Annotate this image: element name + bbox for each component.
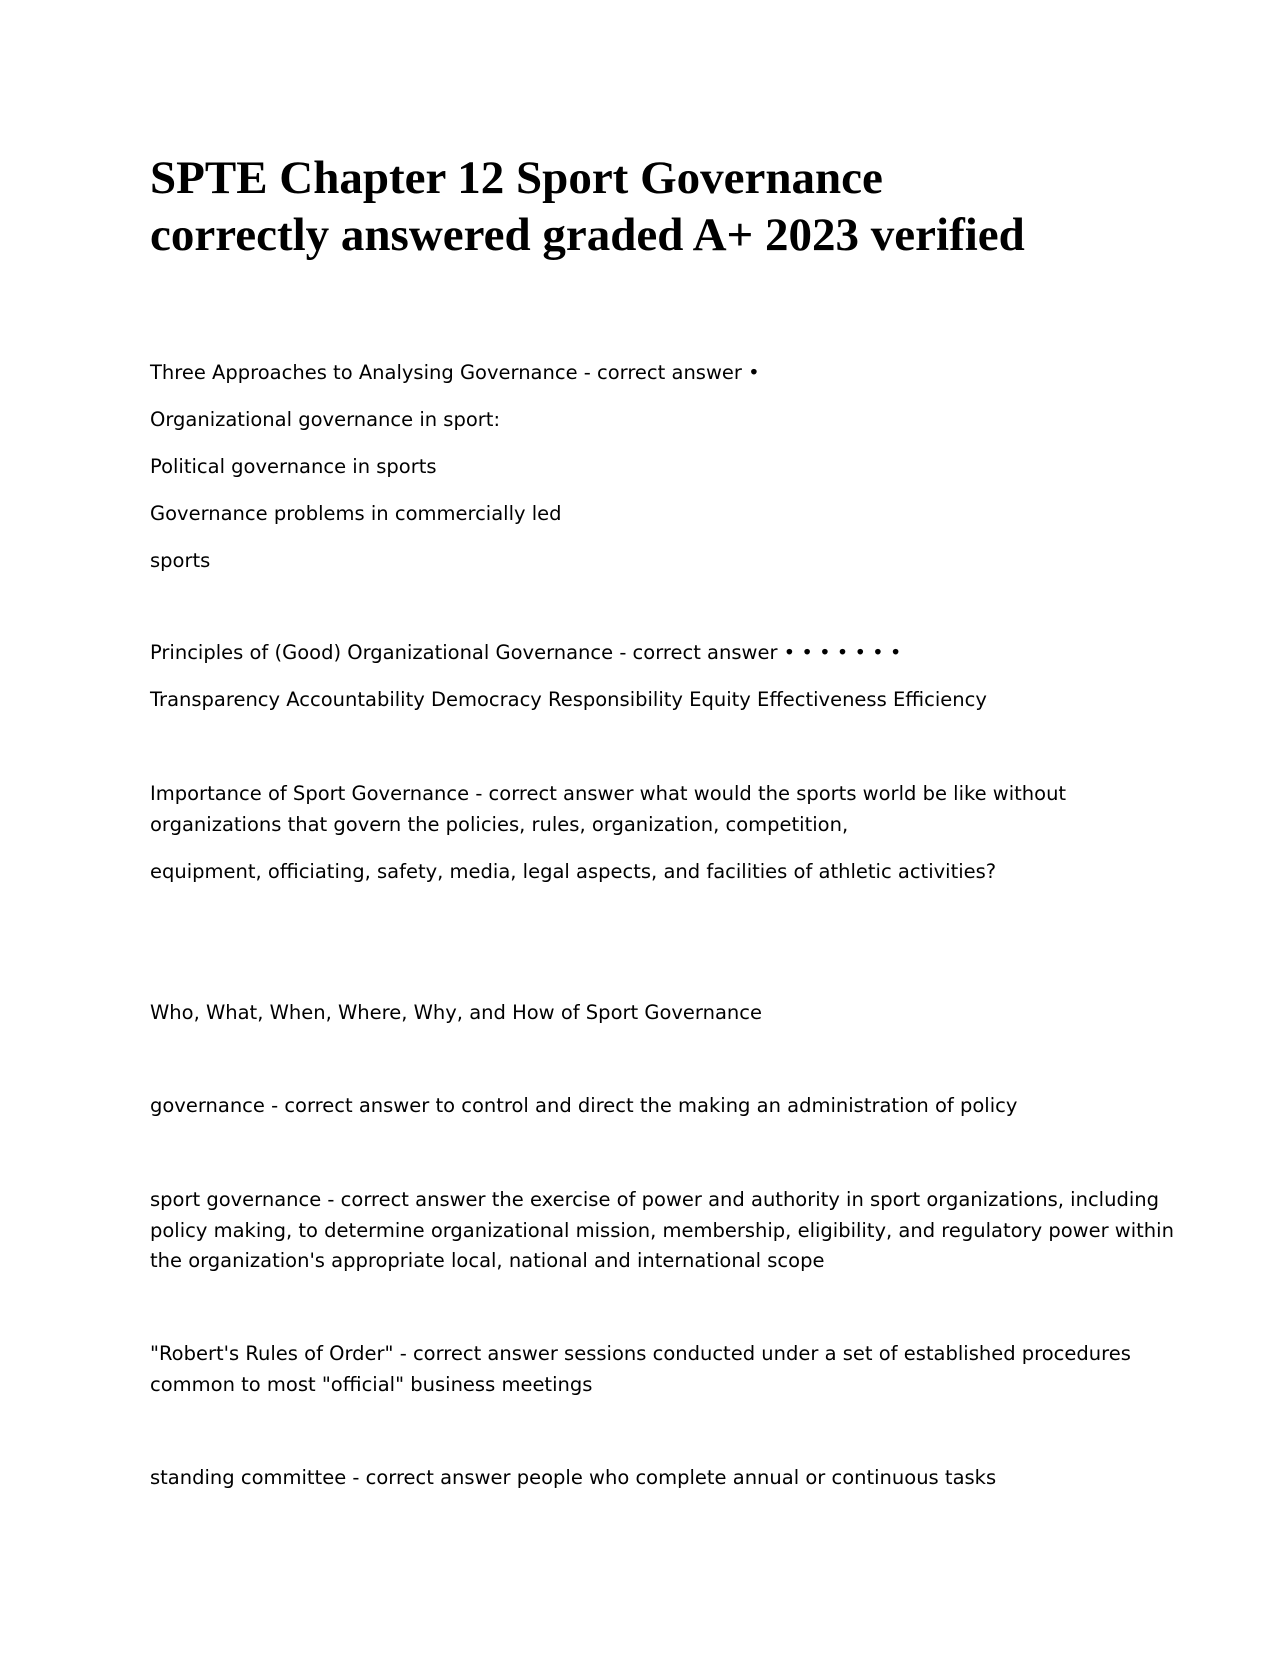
paragraph-line: Organizational governance in sport: [150, 408, 501, 431]
paragraph-principles [150, 638, 1150, 669]
paragraph-line: the organization's appropriate local, national and international scope [150, 1249, 825, 1272]
paragraph-line: sport governance - correct answer the exercise of power and authority in sport organizations, including [150, 1188, 1159, 1211]
paragraph-line: Who, What, When, Where, Why, and How of Sport Governance [150, 1001, 762, 1024]
paragraph-organizational-governance [150, 405, 1150, 436]
paragraph-roberts-rules [150, 1339, 1150, 1400]
paragraph-line: governance - correct answer to control and direct the making an administration of policy [150, 1094, 1018, 1117]
paragraph-who-what-when [150, 998, 1150, 1029]
paragraph-line: organizations that govern the policies, rules, organization, competition, [150, 812, 849, 836]
paragraph-three-approaches [150, 358, 1150, 389]
paragraph-line: equipment, officiating, safety, media, legal aspects, and facilities of athletic activities? [150, 860, 997, 883]
paragraph-governance-problems [150, 499, 1150, 530]
paragraph-line: "Robert's Rules of Order" - correct answer sessions conducted under a set of established procedures [150, 1342, 1131, 1365]
paragraph-line: Governance problems in commercially led [150, 502, 562, 525]
paragraph-line: Three Approaches to Analysing Governance - correct answer • [150, 361, 760, 384]
paragraph-line: Transparency Accountability Democracy Responsibility Equity Effectiveness Efficiency [150, 688, 987, 711]
paragraph-line: standing committee - correct answer people who complete annual or continuous tasks [150, 1466, 997, 1489]
paragraph-principles-list [150, 685, 1150, 716]
paragraph-line: policy making, to determine organizational mission, membership, eligibility, and regulatory power within [150, 1218, 1174, 1242]
document-title-line: correctly answered graded A+ 2023 verified [150, 209, 1025, 261]
paragraph-sport-governance-definition [150, 1185, 1174, 1277]
paragraph-importance [150, 779, 1150, 840]
paragraph-line: Importance of Sport Governance - correct answer what would the sports world be like without [150, 782, 1067, 805]
paragraph-political-governance [150, 452, 1150, 483]
paragraph-sports [150, 546, 1150, 577]
paragraph-importance-continued [150, 857, 1150, 888]
paragraph-line: Principles of (Good) Organizational Governance - correct answer • • • • • • • [150, 641, 902, 664]
document-title [150, 150, 1150, 264]
paragraph-line: Political governance in sports [150, 455, 437, 478]
paragraph-line: sports [150, 549, 211, 572]
document-title-line: SPTE Chapter 12 Sport Governance [150, 152, 883, 204]
paragraph-line: common to most "official" business meetings [150, 1372, 593, 1396]
paragraph-standing-committee [150, 1463, 1150, 1494]
paragraph-governance-definition [150, 1091, 1150, 1122]
